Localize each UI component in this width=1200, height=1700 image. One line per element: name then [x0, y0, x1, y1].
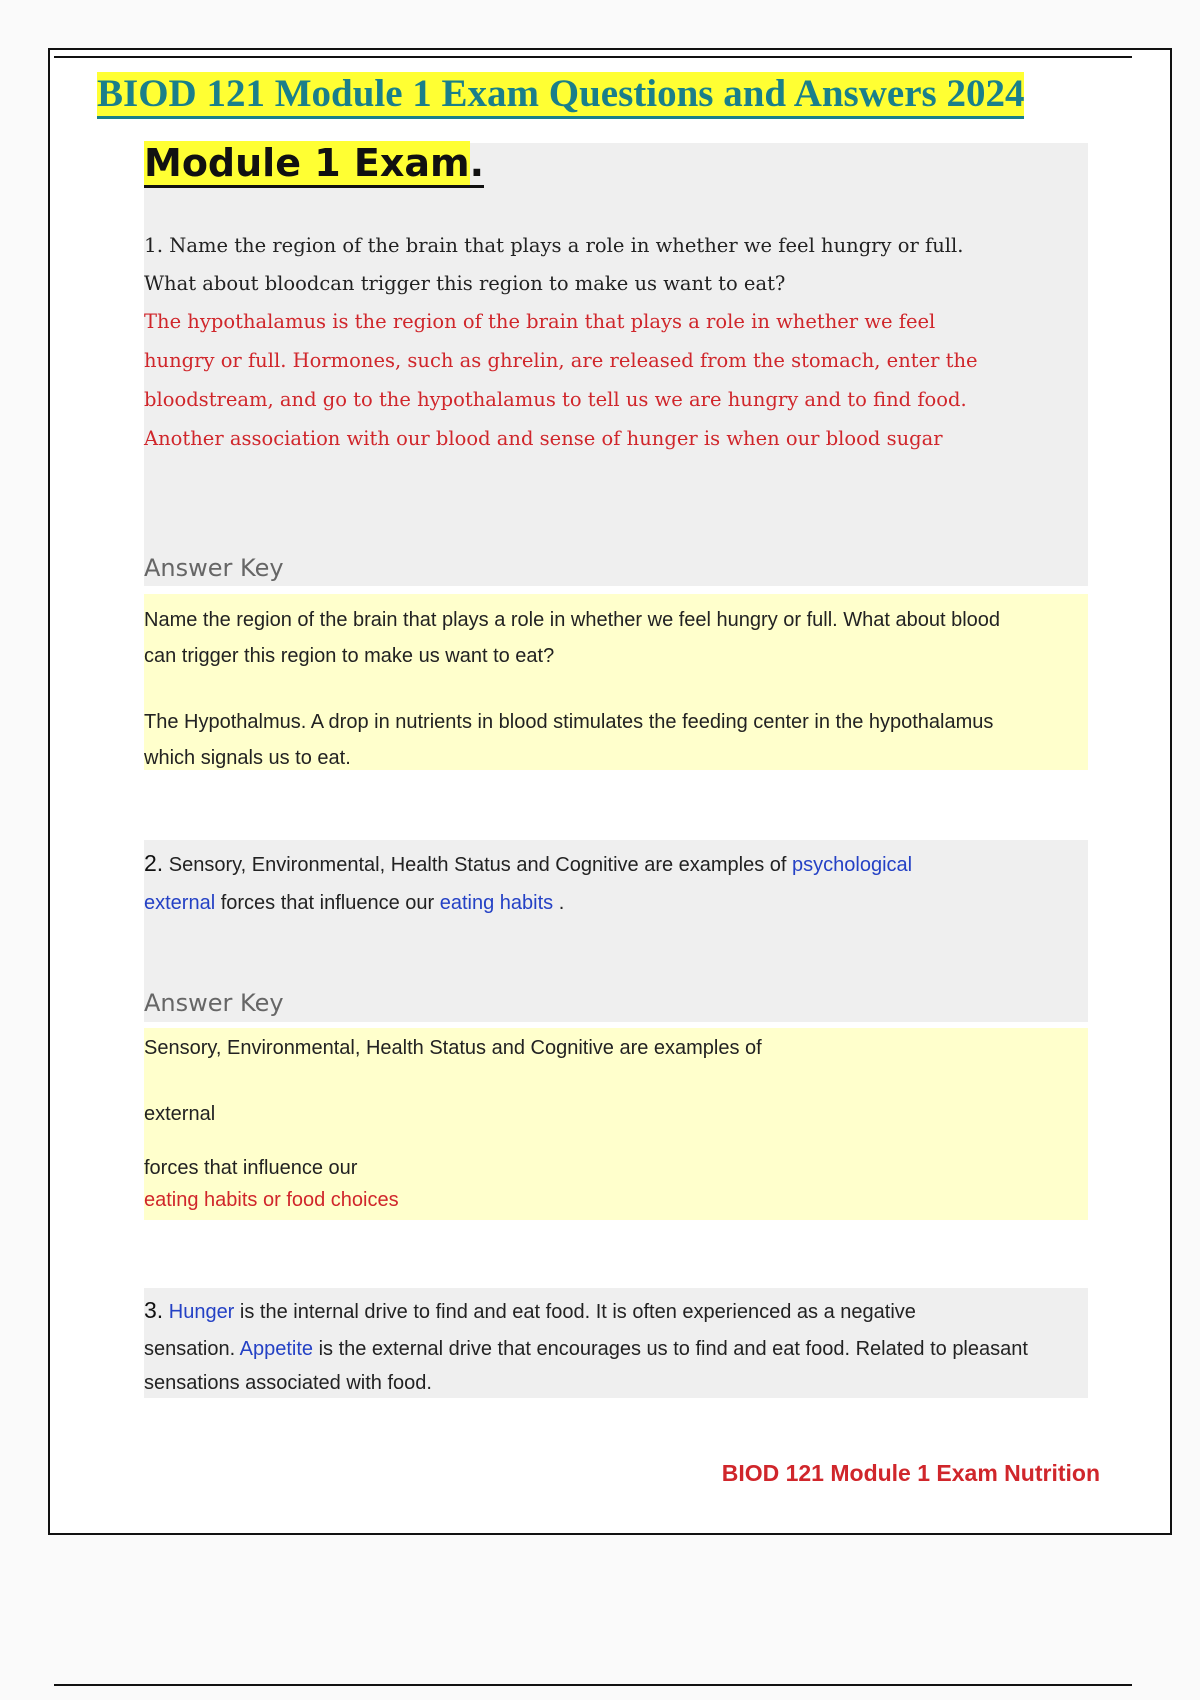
answer-key-1-question-line-1: Name the region of the brain that plays a role in whether we feel hungry or full. What about blood	[144, 609, 1001, 631]
document-title: BIOD 121 Module 1 Exam Questions and Answers 2024	[97, 72, 1024, 119]
answer-key-2-line-1: Sensory, Environmental, Health Status and Cognitive are examples of	[144, 1037, 762, 1059]
question-2-panel	[144, 840, 1088, 1022]
bottom-rule	[54, 1684, 1132, 1686]
answer-key-1-answer-line-1: The Hypothalmus. A drop in nutrients in blood stimulates the feeding center in the hypothalamus	[144, 711, 994, 733]
question-2-line-1: 2. Sensory, Environmental, Health Status and Cognitive are examples of psychological	[144, 850, 913, 876]
answer-key-1-answer-line-2: which signals us to eat.	[144, 747, 351, 769]
question-2-line-2: external forces that influence our eating habits .	[144, 892, 565, 914]
question-3-line-1: 3. Hunger is the internal drive to find and eat food. It is often experienced as a negative	[144, 1297, 916, 1323]
top-rule	[54, 56, 1132, 58]
question-1	[144, 225, 1088, 458]
answer-key-1-question-line-2: can trigger this region to make us want to eat?	[144, 645, 555, 667]
blank-eating-habits: eating habits	[439, 892, 554, 914]
answer-key-label-1: Answer Key	[144, 554, 284, 582]
answer-key-2-line-2: external	[144, 1103, 216, 1125]
answer-key-label-2: Answer Key	[144, 989, 284, 1017]
question-3-panel	[144, 1288, 1088, 1398]
question-1-line-2: What about bloodcan trigger this region to make us want to eat?	[144, 272, 786, 295]
blank-psychological: psychological	[792, 854, 913, 876]
term-appetite: Appetite	[239, 1338, 314, 1360]
blank-external: external	[144, 892, 216, 914]
question-1-answer-line-4: Another association with our blood and sense of hunger is when our blood sugar	[144, 427, 943, 450]
question-1-answer-line-1: The hypothalamus is the region of the brain that plays a role in whether we feel	[144, 310, 936, 333]
question-1-line-1: 1. Name the region of the brain that plays a role in whether we feel hungry or full.	[144, 233, 964, 257]
term-hunger: Hunger	[168, 1301, 235, 1323]
answer-key-2-panel	[144, 1028, 1088, 1220]
answer-key-2-line-4: eating habits or food choices	[144, 1189, 399, 1211]
answer-key-1-panel	[144, 594, 1088, 770]
question-1-answer-line-3: bloodstream, and go to the hypothalamus to tell us we are hungry and to find food.	[144, 388, 967, 411]
question-3-line-2: sensation. Appetite is the external drive that encourages us to find and eat food. Related to pleasant	[144, 1338, 1028, 1360]
question-1-answer-line-2: hungry or full. Hormones, such as ghrelin, are released from the stomach, enter the	[144, 349, 978, 372]
footer-label: BIOD 121 Module 1 Exam Nutrition	[721, 1460, 1100, 1486]
module-heading: Module 1 Exam.	[144, 140, 484, 186]
answer-key-2-line-3: forces that influence our	[144, 1157, 358, 1179]
question-3-line-3: sensations associated with food.	[144, 1372, 432, 1394]
